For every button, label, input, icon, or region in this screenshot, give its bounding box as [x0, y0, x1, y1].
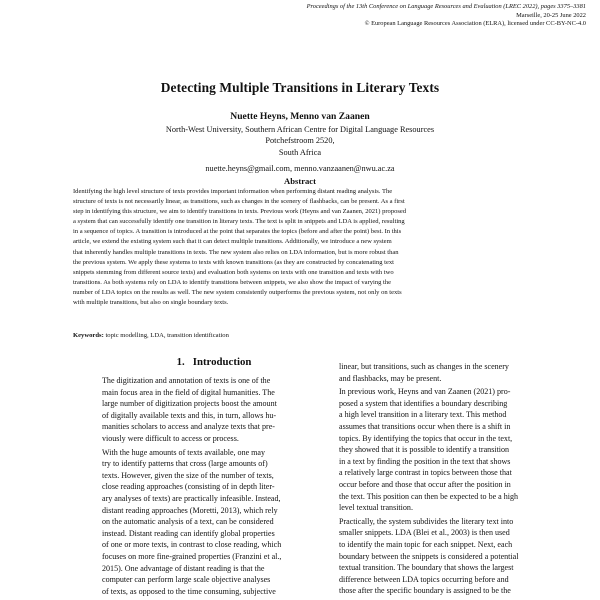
text-line: and flashbacks, may be present. — [339, 373, 442, 383]
text-line: 2015). One advantage of distant reading is that the — [102, 563, 265, 573]
text-line: in a text by finding the position in the text that shows — [339, 456, 511, 466]
left-column-text — [102, 375, 326, 597]
affiliation-line: Potchefstroom 2520, — [265, 136, 335, 146]
text-line: Practically, the system subdivides the literary text into — [339, 516, 514, 526]
right-column-text — [339, 361, 571, 597]
text-line: ary analyses of texts) are practically infeasible. Instead, — [102, 493, 281, 503]
author-emails: nuette.heyns@gmail.com, menno.vanzaanen@nwu.ac.za — [205, 163, 395, 173]
text-line: of digitally available texts and this, in turn, allows hu- — [102, 410, 277, 420]
keywords-line — [73, 332, 528, 339]
text-line: of one or more texts, in contrast to close reading, which — [102, 540, 282, 550]
text-line: Identifying the high level structure of texts provides important information when performing distant reading analysis. The — [73, 188, 393, 195]
text-line: viously were difficult to access or process. — [102, 433, 239, 443]
text-line: smaller snippets. LDA (Blei et al., 2003) is then used — [339, 528, 510, 538]
text-line: textual transition. The boundary that shows the largest — [339, 563, 514, 573]
text-line: instead. Distant reading can identify global properties — [102, 528, 275, 538]
page-header — [146, 3, 586, 29]
text-line: on the automatic analysis of a text, can be considered — [102, 517, 274, 527]
text-line: that inherently handles multiple transitions in texts. The new system also relies on LDA information, but is more robust than — [73, 248, 399, 256]
text-line: In previous work, Heyns and van Zaanen (2021) pro- — [339, 387, 511, 397]
text-line: snippets stemming from different source texts) and evaluation both systems on texts with one transition and texts with two — [73, 268, 394, 276]
text-line: of texts, as opposed to the time consuming, subjective — [102, 586, 276, 596]
text-line: a system that can successfully identify one transition in literary texts. The text is split in snippets and LDA is applied, resulting — [73, 218, 405, 226]
text-line: difference between LDA topics occurring before and — [339, 574, 509, 584]
text-line: in a sequence of topics. A transition is introduced at the point that separates the topics (before and after the point) best. In this — [73, 228, 402, 236]
text-line: The digitization and annotation of texts is one of the — [102, 376, 271, 385]
text-line: with multiple transitions, but also on single boundary texts. — [73, 299, 229, 307]
text-line: step in identifying this structure, we aim to identify transitions in texts. Previous work (Heyns and van Zaanen, 2021) proposed — [73, 208, 407, 216]
paper-title: Detecting Multiple Transitions in Literary Texts — [160, 80, 440, 95]
text-line: level textual transition. — [339, 503, 413, 513]
section-heading-introduction — [102, 356, 326, 368]
section-number: 1. — [176, 356, 185, 368]
affiliation-line: North-West University, Southern African Centre for Digital Language Resources — [165, 125, 435, 134]
text-line: article, we extend the existing system such that it can detect multiple transitions. Additionally, we introduce a new system — [73, 238, 392, 246]
text-line: they showed that it is possible to identify a transition — [339, 445, 510, 455]
keywords-label: Keywords: — [73, 332, 104, 339]
text-line: posed a system that identifies a boundary describing — [339, 398, 508, 408]
text-line: topics. By identifying the topics that occur in the text, — [339, 433, 513, 443]
text-line: try to identify patterns that cross (large amounts of) — [102, 459, 268, 469]
keywords-text: topic modelling, LDA, transition identification — [105, 332, 229, 339]
text-line: main focus area in the field of digital humanities. The — [102, 387, 275, 397]
text-line: occur before and those that occur after the position in — [339, 479, 511, 489]
venue-line: Proceedings of the 13th Conference on Language Resources and Evaluation (LREC 2022), pages 3375–3381 — [306, 3, 586, 10]
affiliation-line: South Africa — [278, 147, 322, 157]
section-title: Introduction — [192, 356, 252, 368]
license-line: © European Language Resources Association (ELRA), licensed under CC-BY-NC-4.0 — [364, 20, 586, 28]
paper-authors: Nuette Heyns, Menno van Zaanen — [230, 111, 370, 122]
text-line: close reading approaches (consisting of in depth liter- — [102, 482, 275, 492]
text-line: a relatively large contrast in topics between those that — [339, 468, 512, 478]
text-line: a high level transition in a literary text. This method — [339, 410, 507, 420]
text-line: structure of texts is not necessarily linear, as transitions, such as changes in the scenery of flashbacks, can be present. As a first — [73, 198, 405, 206]
text-line: the text. This position can then be expected to be a high — [339, 491, 519, 501]
text-line: linear, but transitions, such as changes in the scenery — [339, 362, 509, 371]
text-line: to identify the main topic for each snippet. Next, each — [339, 539, 513, 549]
text-line: focuses on more fine-grained properties (Franzini et al., — [102, 551, 282, 561]
affiliation-block — [0, 124, 600, 174]
text-line: transitions. As both systems rely on LDA to identify transitions between snippets, we also show the impact of varying the — [73, 278, 392, 286]
text-line: the previous system. We apply these systems to texts with known transitions (as they are constructed by concatenating text — [73, 258, 394, 266]
text-line: texts. However, given the size of the number of texts, — [102, 470, 274, 480]
text-line: large number of digitization projects boost the amount — [102, 399, 277, 409]
text-line: computer can perform large scale objective analyses — [102, 575, 271, 585]
location-line: Marseille, 20-25 June 2022 — [516, 11, 586, 19]
text-line: number of LDA topics on the results as well. The new system consistently outperforms the previous system, not only on texts — [73, 288, 402, 296]
text-line: distant reading approaches (Moretti, 2013), which rely — [102, 505, 278, 515]
text-line: manities scholars to access and analyze texts that pre- — [102, 422, 275, 432]
abstract-heading: Abstract — [284, 176, 316, 186]
text-line: those after the specific boundary is assigned to be the — [339, 586, 511, 596]
text-line: assumes that transitions occur when there is a shift in — [339, 421, 511, 431]
text-line: boundary between the snippets is considered a potential — [339, 551, 519, 561]
abstract-body — [73, 187, 528, 308]
text-line: With the huge amounts of texts available, one may — [102, 447, 266, 457]
